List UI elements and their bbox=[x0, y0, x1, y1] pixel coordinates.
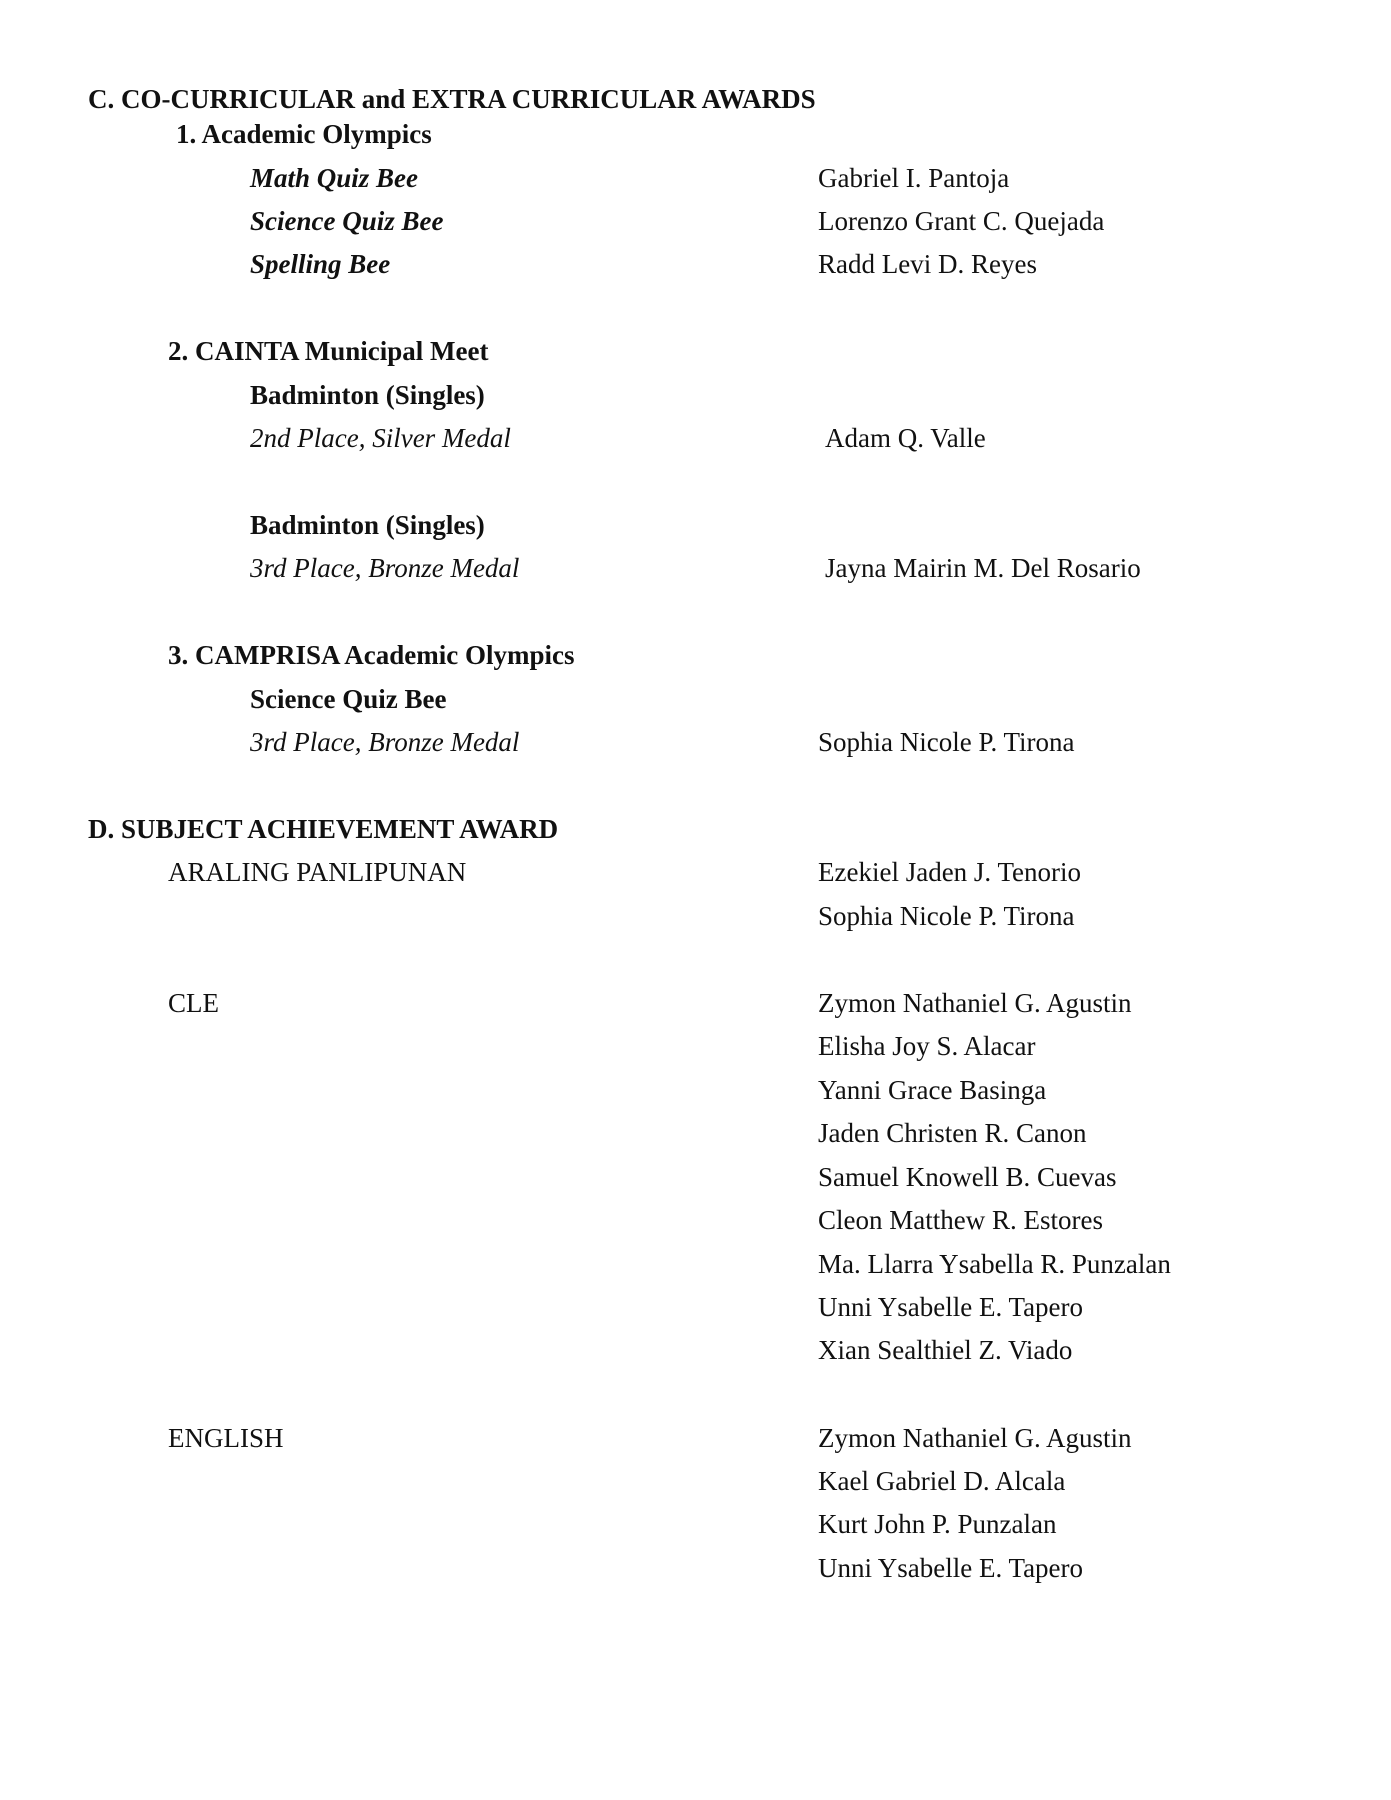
event-label: Badminton (Singles) bbox=[250, 380, 485, 410]
awardee-name: Samuel Knowell B. Cuevas bbox=[818, 1162, 1117, 1192]
awardee-name: Sophia Nicole P. Tirona bbox=[818, 901, 1075, 931]
section-c-heading: C. CO-CURRICULAR and EXTRA CURRICULAR AWARDS bbox=[88, 84, 816, 114]
place-label: 3rd Place, Bronze Medal bbox=[250, 553, 520, 583]
cainta-meet-heading: 2. CAINTA Municipal Meet bbox=[168, 336, 489, 366]
awardee-name: Ma. Llarra Ysabella R. Punzalan bbox=[818, 1249, 1171, 1279]
event-label: Science Quiz Bee bbox=[250, 206, 444, 236]
winner-name: Jayna Mairin M. Del Rosario bbox=[825, 553, 1141, 583]
awardee-name: Yanni Grace Basinga bbox=[818, 1075, 1047, 1105]
place-label: 2nd Place, Silver Medal bbox=[250, 423, 511, 453]
section-d-heading: D. SUBJECT ACHIEVEMENT AWARD bbox=[88, 814, 559, 844]
winner-name: Lorenzo Grant C. Quejada bbox=[818, 206, 1105, 236]
academic-olympics-heading: 1. Academic Olympics bbox=[176, 119, 432, 149]
event-label: Math Quiz Bee bbox=[250, 163, 419, 193]
event-label: Science Quiz Bee bbox=[250, 684, 447, 714]
awardee-name: Zymon Nathaniel G. Agustin bbox=[818, 988, 1132, 1018]
winner-name: Gabriel I. Pantoja bbox=[818, 163, 1010, 193]
subject-name: ENGLISH bbox=[168, 1423, 284, 1453]
subject-name: ARALING PANLIPUNAN bbox=[168, 857, 467, 887]
winner-name: Radd Levi D. Reyes bbox=[818, 249, 1037, 279]
awardee-name: Unni Ysabelle E. Tapero bbox=[818, 1553, 1084, 1583]
place-label: 3rd Place, Bronze Medal bbox=[250, 727, 520, 757]
awardee-name: Elisha Joy S. Alacar bbox=[818, 1031, 1036, 1061]
camprisa-heading: 3. CAMPRISA Academic Olympics bbox=[168, 640, 575, 670]
awardee-name: Unni Ysabelle E. Tapero bbox=[818, 1292, 1084, 1322]
awardee-name: Kael Gabriel D. Alcala bbox=[818, 1466, 1066, 1496]
awardee-name: Kurt John P. Punzalan bbox=[818, 1509, 1057, 1539]
subject-name: CLE bbox=[168, 988, 219, 1018]
event-label: Spelling Bee bbox=[250, 249, 391, 279]
winner-name: Adam Q. Valle bbox=[825, 423, 986, 453]
awardee-name: Zymon Nathaniel G. Agustin bbox=[818, 1423, 1132, 1453]
awardee-name: Xian Sealthiel Z. Viado bbox=[818, 1335, 1073, 1365]
awardee-name: Ezekiel Jaden J. Tenorio bbox=[818, 857, 1082, 887]
winner-name: Sophia Nicole P. Tirona bbox=[818, 727, 1075, 757]
awardee-name: Cleon Matthew R. Estores bbox=[818, 1205, 1103, 1235]
awardee-name: Jaden Christen R. Canon bbox=[818, 1118, 1087, 1148]
event-label: Badminton (Singles) bbox=[250, 510, 485, 540]
